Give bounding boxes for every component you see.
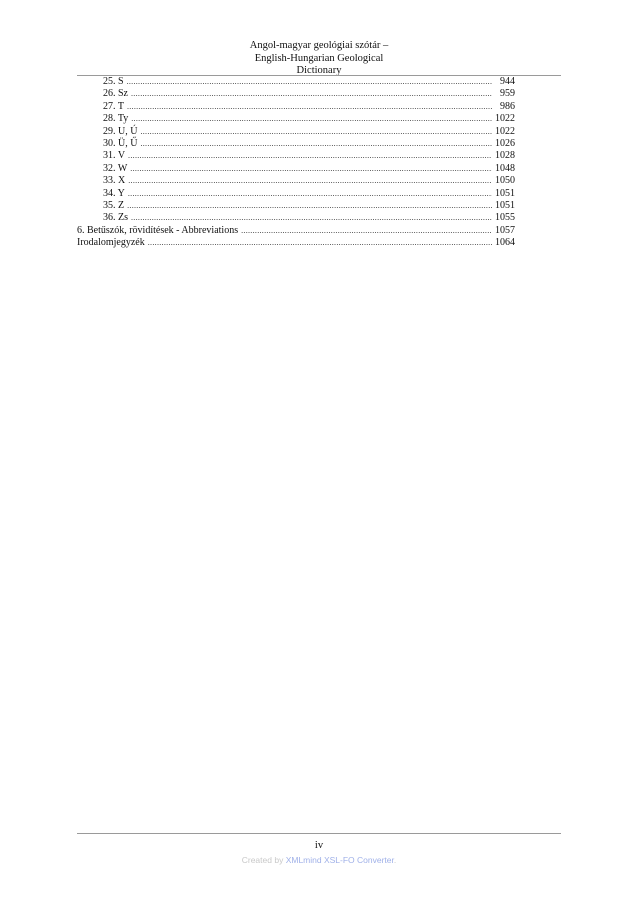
- toc-entry-page: 1022: [495, 113, 515, 125]
- toc-dot-leader: [140, 138, 492, 150]
- toc-entry-label: 34. Y: [103, 187, 125, 199]
- table-of-contents: [77, 76, 515, 249]
- toc-dot-leader: [241, 225, 492, 237]
- toc-entry-label: 32. W: [103, 162, 128, 174]
- header-title-line-3: Dictionary: [296, 65, 342, 76]
- toc-entry-page: 1050: [495, 175, 515, 187]
- running-header: [0, 40, 638, 78]
- toc-entry-label: 31. V: [103, 150, 126, 162]
- toc-dot-leader: [128, 150, 492, 162]
- toc-entry-page: 1026: [495, 137, 515, 149]
- toc-entry-label: 25. S: [103, 76, 124, 87]
- generator-credit: [0, 855, 638, 865]
- toc-dot-leader: [140, 126, 492, 138]
- toc-entry-label: 6. Betűszók, rövidítések - Abbreviations: [77, 224, 239, 236]
- page-number: iv: [314, 840, 324, 851]
- toc-entry-label: 26. Sz: [103, 88, 128, 100]
- header-title-line-2: English-Hungarian Geological: [254, 52, 384, 64]
- toc-entry-page: 944: [500, 76, 515, 87]
- toc-entry[interactable]: [77, 88, 515, 100]
- toc-dot-leader: [128, 188, 492, 200]
- toc-entry[interactable]: [77, 163, 515, 175]
- toc-dot-leader: [128, 175, 492, 187]
- toc-entry[interactable]: [77, 225, 515, 237]
- toc-entry-page: 1055: [495, 212, 515, 224]
- toc-entry-label: 28. Ty: [103, 113, 129, 125]
- toc-entry-page: 1048: [495, 162, 515, 174]
- toc-entry[interactable]: [77, 138, 515, 150]
- toc-entry-page: 986: [500, 100, 515, 112]
- toc-entry-page: 1051: [495, 199, 515, 211]
- toc-entry[interactable]: [77, 237, 515, 249]
- converter-link[interactable]: XMLmind XSL-FO Converter: [285, 855, 394, 865]
- toc-entry-label: 35. Z: [103, 199, 125, 211]
- credit-prefix: Created by: [241, 855, 286, 865]
- toc-dot-leader: [127, 101, 492, 113]
- toc-dot-leader: [131, 113, 492, 125]
- toc-dot-leader: [131, 212, 492, 224]
- toc-entry-page: 959: [500, 88, 515, 100]
- toc-dot-leader: [148, 237, 492, 249]
- toc-entry-page: 1057: [495, 224, 515, 236]
- toc-entry-label: 36. Zs: [103, 212, 128, 224]
- footer-divider: [77, 833, 561, 834]
- toc-entry-label: 29. U, Ú: [103, 125, 138, 137]
- credit-suffix: .: [393, 855, 397, 865]
- toc-dot-leader: [127, 200, 492, 212]
- toc-entry-label: Irodalomjegyzék: [77, 237, 145, 249]
- toc-dot-leader: [130, 163, 492, 175]
- toc-entry[interactable]: [77, 101, 515, 113]
- toc-entry[interactable]: [77, 150, 515, 162]
- toc-entry[interactable]: [77, 200, 515, 212]
- toc-dot-leader: [127, 76, 492, 88]
- toc-entry-page: 1022: [495, 125, 515, 137]
- toc-entry[interactable]: [77, 76, 515, 88]
- toc-entry[interactable]: [77, 113, 515, 125]
- toc-entry-label: 27. T: [103, 100, 124, 112]
- header-title-line-1: Angol-magyar geológiai szótár –: [249, 40, 389, 51]
- toc-entry-label: 33. X: [103, 175, 126, 187]
- toc-entry[interactable]: [77, 188, 515, 200]
- toc-entry-page: 1028: [495, 150, 515, 162]
- toc-entry[interactable]: [77, 212, 515, 224]
- toc-entry-page: 1051: [495, 187, 515, 199]
- toc-dot-leader: [131, 88, 492, 100]
- toc-entry[interactable]: [77, 126, 515, 138]
- toc-entry-page: 1064: [495, 237, 515, 249]
- toc-entry[interactable]: [77, 175, 515, 187]
- toc-entry-label: 30. Ü, Ű: [103, 137, 138, 149]
